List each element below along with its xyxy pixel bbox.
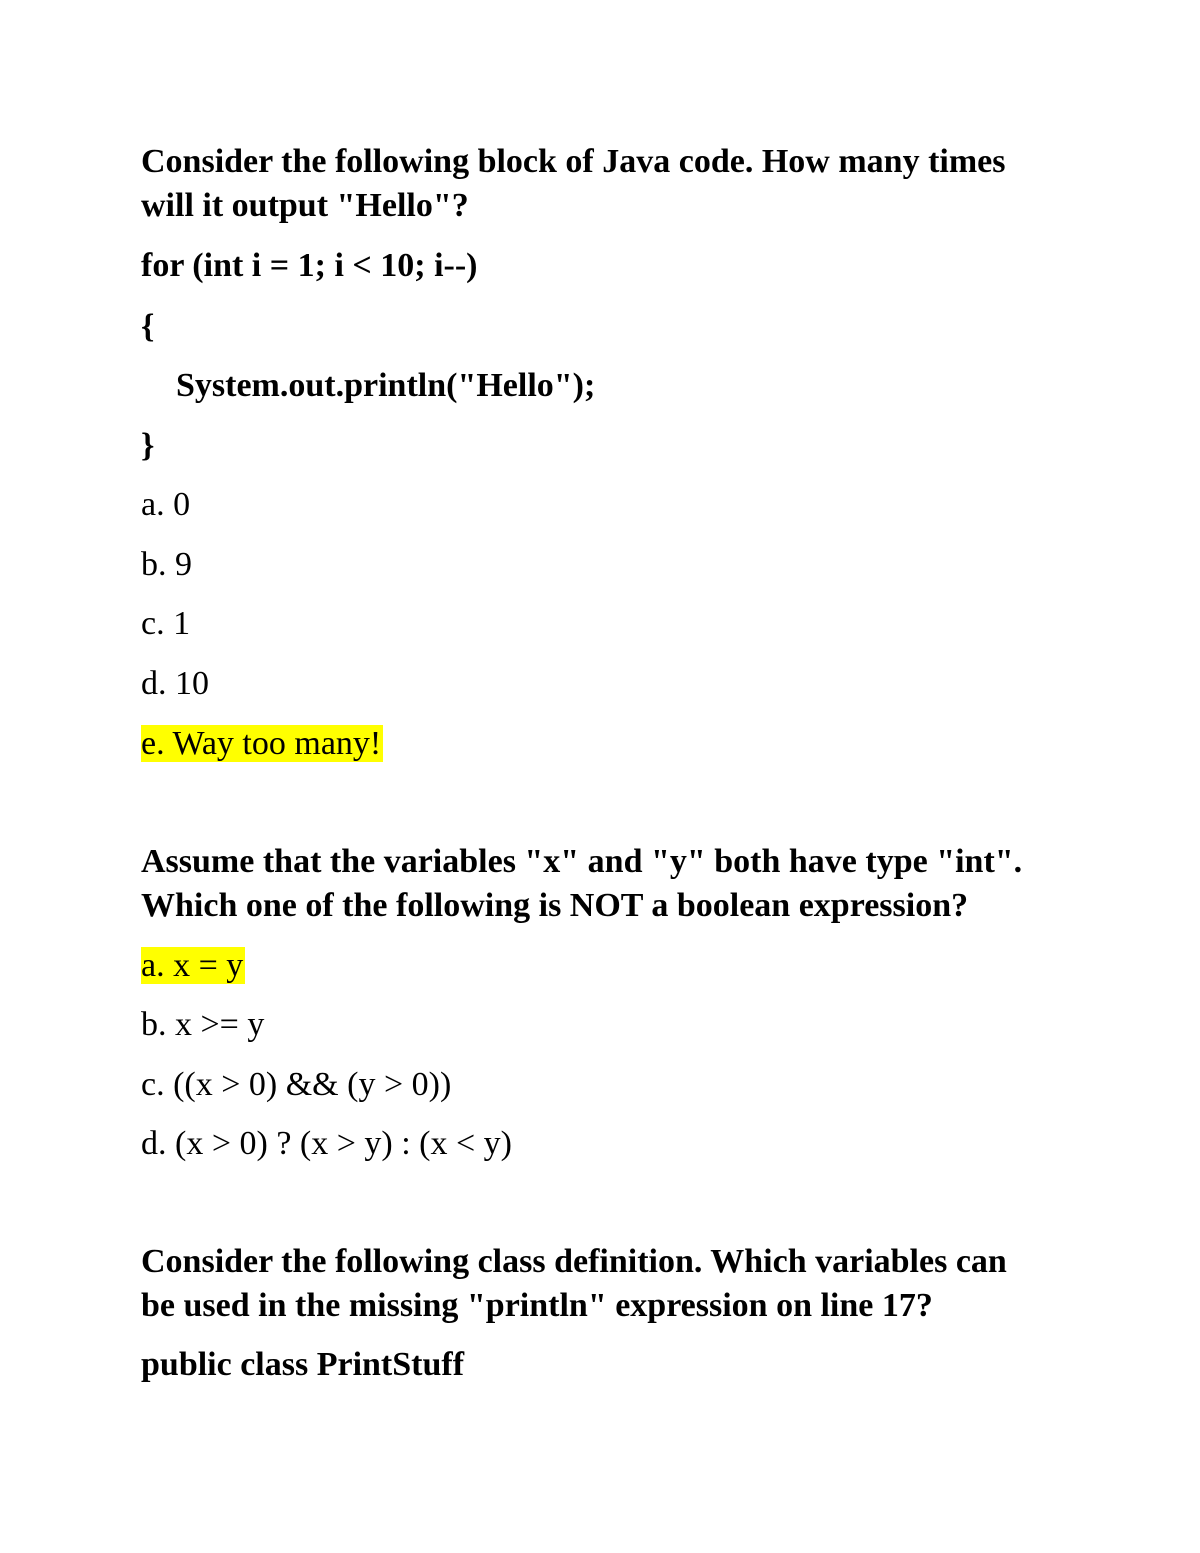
highlighted-answer: a. x = y [141, 947, 244, 984]
question-1-code-line-4: } [141, 427, 155, 464]
question-2-option-d: d. (x > 0) ? (x > y) : (x < y) [141, 1125, 512, 1162]
question-1-option-e [141, 722, 383, 766]
question-2-option-b: b. x >= y [141, 1006, 265, 1043]
question-1-code-line-2: { [141, 308, 155, 345]
question-3-prompt-line-1: Consider the following class definition. Which variables can [141, 1243, 1007, 1280]
question-1-code-line-3: System.out.println("Hello"); [176, 367, 596, 404]
question-1-prompt-line-2: will it output "Hello"? [141, 187, 469, 224]
question-2-prompt-line-1: Assume that the variables "x" and "y" both have type "int". [141, 843, 1023, 880]
question-1-option-a: a. 0 [141, 486, 191, 523]
highlighted-answer: e. Way too many! [141, 725, 382, 762]
question-1-option-d: d. 10 [141, 665, 209, 702]
question-2-prompt-line-2: Which one of the following is NOT a boolean expression? [141, 887, 969, 924]
question-1-option-b: b. 9 [141, 546, 192, 583]
question-1-option-c: c. 1 [141, 605, 191, 642]
question-2-option-a [141, 944, 245, 988]
question-2-option-c: c. ((x > 0) && (y > 0)) [141, 1066, 452, 1103]
question-1-prompt-line-1: Consider the following block of Java code. How many times [141, 143, 1006, 180]
question-1-code-line-1: for (int i = 1; i < 10; i--) [141, 247, 478, 284]
question-3-prompt-line-2: be used in the missing "println" expression on line 17? [141, 1287, 933, 1324]
question-3-code-line-1: public class PrintStuff [141, 1346, 465, 1383]
